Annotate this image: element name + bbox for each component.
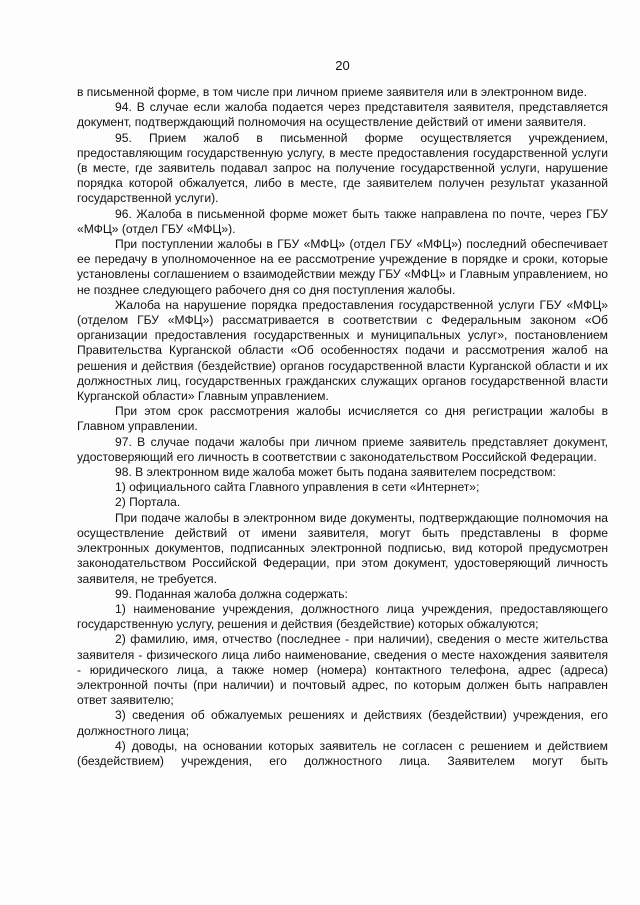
document-body xyxy=(77,85,608,769)
paragraph-item-98: 98. В электронном виде жалоба может быть подана заявителем посредством: xyxy=(115,465,556,480)
paragraph: в письменной форме, в том числе при личном приеме заявителя или в электронном виде. xyxy=(77,85,588,99)
paragraph-item-96: 96. Жалоба в письменной форме может быть также направлена по почте, через ГБУ «МФЦ» (отдел ГБУ «МФЦ»). xyxy=(77,206,608,236)
paragraph: При подаче жалобы в электронном виде документы, подтверждающие полномочия на осуществление действий от имени заявителя, могут быть представлены в форме электронных документов, подписанных электронной подписью, вид которой предусмотрен законодательством Российской Федерации, при этом документ, удостоверяющий личность заявителя, не требуется. xyxy=(77,510,608,586)
paragraph: Жалоба на нарушение порядка предоставления государственной услуги ГБУ «МФЦ» (отделом ГБУ «МФЦ») рассматривается в соответствии с Федеральным законом «Об организации предоставления государственных и муниципальных услуг», постановлением Правительства Курганской области «Об особенностях подачи и рассмотрения жалоб на решения и действия (бездействие) органов государственной власти Курганской области и их должностных лиц, государственных гражданских служащих органов государственной власти Курганской области» Главным управлением. xyxy=(77,297,608,404)
paragraph-item-95: 95. Прием жалоб в письменной форме осуществляется учреждением, предоставляющим государственную услугу, в месте предоставления государственной услуги (в месте, где заявитель подавал запрос на получение государственной услуги, нарушение порядка которой обжалуется, либо в месте, где заявителем получен результат указанной государственной услуги). xyxy=(77,130,608,206)
list-item: 3) сведения об обжалуемых решениях и действиях (бездействии) учреждения, его должностного лица; xyxy=(77,708,608,738)
list-item: 2) Портала. xyxy=(115,495,181,510)
paragraph: При поступлении жалобы в ГБУ «МФЦ» (отдел ГБУ «МФЦ») последний обеспечивает ее передачу в уполномоченное на ее рассмотрение учреждение в порядке и сроки, которые установлены соглашением о взаимодействии между ГБУ «МФЦ» и Главным управлением, но не позднее следующего рабочего дня со дня поступления жалобы. xyxy=(77,237,608,297)
page-number: 20 xyxy=(335,58,350,73)
paragraph: При этом срок рассмотрения жалобы исчисляется со дня регистрации жалобы в Главном управлении. xyxy=(77,404,608,434)
list-item: 2) фамилию, имя, отчество (последнее - при наличии), сведения о месте жительства заявителя - физического лица либо наименование, сведения о месте нахождения заявителя - юридического лица, а также номер (номера) контактного телефона, адрес (адреса) электронной почты (при наличии) и почтовый адрес, по которым должен быть направлен ответ заявителю; xyxy=(77,632,608,708)
paragraph-item-94: 94. В случае если жалоба подается через представителя заявителя, представляется документ, подтверждающий полномочия на осуществление действий от имени заявителя. xyxy=(77,100,608,130)
list-item: 1) наименование учреждения, должностного лица учреждения, предоставляющего государственную услугу, решения и действия (бездействие) которых обжалуются; xyxy=(77,601,608,632)
list-item: 4) доводы, на основании которых заявитель не согласен с решением и действием (бездействием) учреждения, его должностного лица. Заявителем могут быть xyxy=(77,738,608,768)
list-item: 1) официального сайта Главного управления в сети «Интернет»; xyxy=(115,480,480,495)
paragraph-item-99: 99. Поданная жалоба должна содержать: xyxy=(115,586,348,601)
paragraph-item-97: 97. В случае подачи жалобы при личном приеме заявитель представляет документ, удостоверяющий его личность в соответствии с законодательством Российской Федерации. xyxy=(77,434,608,464)
